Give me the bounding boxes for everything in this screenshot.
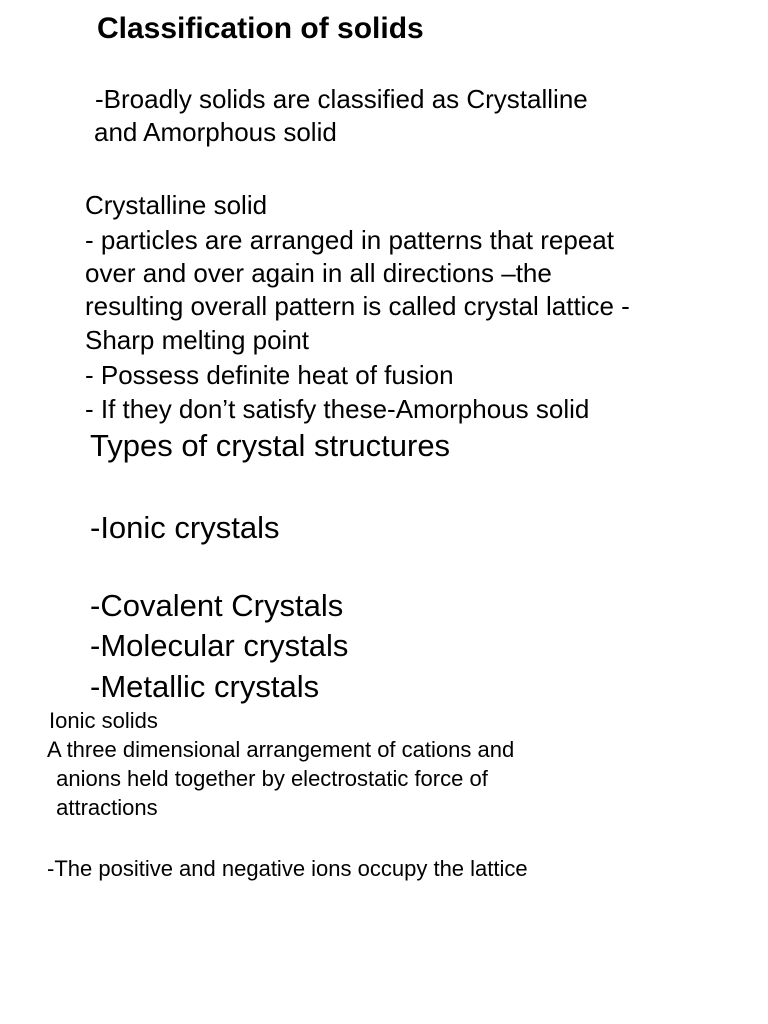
crystalline-line: over and over again in all directions –the — [85, 258, 552, 288]
crystal-type-item: -Molecular crystals — [90, 628, 349, 663]
crystal-type-item: -Covalent Crystals — [90, 588, 344, 623]
intro-line-1: -Broadly solids are classified as Crystalline — [95, 84, 588, 114]
intro-line-2: and Amorphous solid — [94, 117, 337, 147]
crystalline-line: - If they don’t satisfy these-Amorphous solid — [85, 394, 590, 424]
crystalline-heading: Crystalline solid — [85, 190, 268, 220]
types-heading: Types of crystal structures — [90, 428, 451, 463]
page-title: Classification of solids — [97, 12, 424, 45]
ionic-line: A three dimensional arrangement of cations and — [47, 737, 515, 762]
crystal-type-item: -Ionic crystals — [90, 510, 280, 545]
crystalline-line: resulting overall pattern is called crystal lattice - — [85, 291, 630, 321]
crystalline-line: - Possess definite heat of fusion — [85, 360, 454, 390]
ionic-note: -The positive and negative ions occupy the lattice — [47, 856, 528, 881]
ionic-line: anions held together by electrostatic force of — [50, 766, 488, 791]
crystal-type-item: -Metallic crystals — [90, 669, 320, 704]
crystalline-line: Sharp melting point — [85, 325, 310, 355]
ionic-line: attractions — [50, 795, 158, 820]
ionic-heading: Ionic solids — [49, 708, 158, 733]
crystalline-line: - particles are arranged in patterns that repeat — [85, 225, 614, 255]
